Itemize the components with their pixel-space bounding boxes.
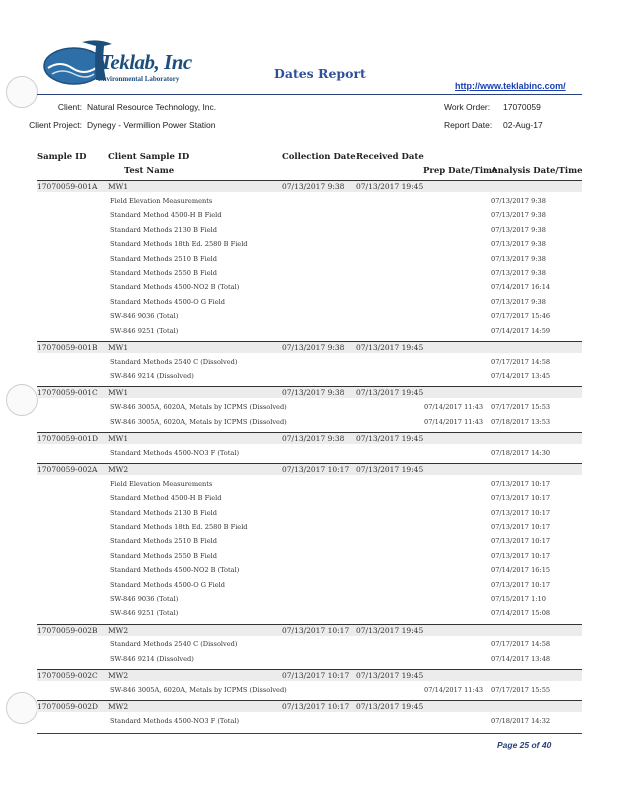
test-name: Field Elevation Measurements <box>110 479 213 488</box>
website-link[interactable]: http://www.teklabinc.com/ <box>455 81 566 91</box>
sample-row <box>37 386 582 398</box>
test-row <box>0 565 618 576</box>
analysis-datetime: 07/13/2017 10:17 <box>491 479 551 488</box>
analysis-datetime: 07/18/2017 13:53 <box>491 417 551 426</box>
test-row <box>0 594 618 605</box>
work-order-value: 17070059 <box>503 102 541 112</box>
test-row <box>0 239 618 250</box>
test-name: SW-846 9251 (Total) <box>110 326 179 335</box>
analysis-datetime: 07/14/2017 13:45 <box>491 372 551 380</box>
test-row <box>0 716 618 727</box>
analysis-datetime: 07/13/2017 9:38 <box>491 268 546 277</box>
test-row <box>0 448 618 459</box>
test-name: Standard Methods 2540 C (Dissolved) <box>110 357 238 366</box>
test-row <box>0 210 618 221</box>
client-info <box>0 100 618 130</box>
test-name: Standard Methods 2510 B Field <box>110 254 217 263</box>
test-row <box>0 685 618 696</box>
analysis-datetime: 07/13/2017 10:17 <box>491 522 551 531</box>
analysis-datetime: 07/17/2017 15:55 <box>491 685 551 694</box>
received-date: 07/13/2017 19:45 <box>356 342 424 352</box>
logo-subtitle: Environmental Laboratory <box>98 75 180 83</box>
page-number: Page 25 of 40 <box>497 740 552 750</box>
analysis-datetime: 07/17/2017 14:58 <box>491 357 551 366</box>
analysis-datetime: 07/13/2017 10:17 <box>491 551 551 560</box>
collection-date: 07/13/2017 9:38 <box>282 433 345 443</box>
test-name: Standard Methods 4500-NO2 B (Total) <box>110 566 240 575</box>
test-row <box>0 654 618 665</box>
analysis-datetime: 07/13/2017 10:17 <box>491 508 551 517</box>
collection-date: 07/13/2017 10:17 <box>282 671 350 680</box>
test-row <box>0 311 618 322</box>
test-name: SW-846 3005A, 6020A, Metals by ICPMS (Dissolved) <box>110 685 287 694</box>
test-row <box>0 508 618 519</box>
sample-id: 17070059-002A <box>37 464 98 474</box>
collection-date: 07/13/2017 10:17 <box>282 464 350 474</box>
analysis-datetime: 07/14/2017 15:08 <box>491 609 551 618</box>
test-name: Standard Methods 4500-NO3 F (Total) <box>110 717 240 725</box>
received-date: 07/13/2017 19:45 <box>356 182 424 191</box>
client-sample-id: MW1 <box>108 433 129 443</box>
test-name: SW-846 9251 (Total) <box>110 609 179 618</box>
client-sample-id: MW1 <box>108 182 129 191</box>
test-row <box>0 551 618 562</box>
analysis-datetime: 07/13/2017 9:38 <box>491 211 546 220</box>
sample-row <box>37 669 582 681</box>
test-name: Standard Methods 4500-NO2 B (Total) <box>110 283 240 292</box>
test-name: Field Elevation Measurements <box>110 196 213 205</box>
prep-datetime: 07/14/2017 11:43 <box>424 417 484 426</box>
test-row <box>0 479 618 490</box>
sample-row <box>37 624 582 636</box>
prep-datetime: 07/14/2017 11:43 <box>424 403 484 412</box>
client-label: Client: <box>57 102 82 112</box>
test-row <box>0 402 618 413</box>
test-name: SW-846 9036 (Total) <box>110 594 179 603</box>
test-name: Standard Methods 2550 B Field <box>110 268 217 277</box>
analysis-datetime: 07/14/2017 13:48 <box>491 654 551 663</box>
sample-id: 17070059-002B <box>37 625 98 635</box>
test-name: Standard Method 4500-H B Field <box>110 211 222 220</box>
collection-date: 07/13/2017 10:17 <box>282 625 350 635</box>
sample-id: 17070059-001A <box>37 182 98 191</box>
received-date: 07/13/2017 19:45 <box>356 464 424 474</box>
analysis-datetime: 07/17/2017 15:46 <box>491 312 551 321</box>
sample-id: 17070059-002D <box>37 702 99 712</box>
received-date: 07/13/2017 19:45 <box>356 433 424 443</box>
test-name: Standard Methods 4500-O G Field <box>110 297 225 306</box>
test-row <box>0 639 618 650</box>
test-row <box>0 522 618 533</box>
test-name: Standard Methods 4500-O G Field <box>110 580 225 589</box>
report-title: Dates Report <box>274 66 366 81</box>
test-row <box>0 417 618 428</box>
test-name: Standard Methods 18th Ed. 2580 B Field <box>110 240 248 249</box>
col-prep-datetime: Prep Date/Time <box>423 166 498 176</box>
analysis-datetime: 07/13/2017 10:17 <box>491 494 551 503</box>
header-divider <box>37 94 582 95</box>
col-collection-date: Collection Date <box>282 152 356 162</box>
col-client-sample-id: Client Sample ID <box>108 152 190 162</box>
report-date-label: Report Date: <box>444 120 493 130</box>
sample-row <box>37 432 582 444</box>
client-project-value: Dynegy - Vermillion Power Station <box>87 120 216 130</box>
analysis-datetime: 07/17/2017 14:58 <box>491 640 551 649</box>
logo-name: Teklab, Inc <box>100 50 192 74</box>
collection-date: 07/13/2017 10:17 <box>282 702 350 712</box>
test-row <box>0 254 618 265</box>
test-row <box>0 225 618 236</box>
analysis-datetime: 07/18/2017 14:30 <box>491 448 551 457</box>
analysis-datetime: 07/14/2017 16:15 <box>491 566 551 575</box>
test-row <box>0 326 618 337</box>
test-name: SW-846 3005A, 6020A, Metals by ICPMS (Dissolved) <box>110 403 287 412</box>
sample-row <box>37 341 582 353</box>
test-row <box>0 357 618 368</box>
test-row <box>0 371 618 382</box>
client-value: Natural Resource Technology, Inc. <box>87 102 217 112</box>
analysis-datetime: 07/13/2017 9:38 <box>491 254 546 263</box>
test-name: SW-846 9214 (Dissolved) <box>110 654 194 663</box>
analysis-datetime: 07/13/2017 10:17 <box>491 580 551 589</box>
client-sample-id: MW2 <box>108 671 129 680</box>
analysis-datetime: 07/13/2017 9:38 <box>491 297 546 306</box>
prep-datetime: 07/14/2017 11:43 <box>424 685 484 694</box>
sample-id: 17070059-001D <box>37 433 99 443</box>
test-row <box>0 297 618 308</box>
test-name: SW-846 3005A, 6020A, Metals by ICPMS (Dissolved) <box>110 417 287 426</box>
client-sample-id: MW1 <box>108 342 129 352</box>
col-sample-id: Sample ID <box>37 152 87 162</box>
test-name: Standard Methods 2130 B Field <box>110 225 217 234</box>
test-row <box>0 493 618 504</box>
collection-date: 07/13/2017 9:38 <box>282 342 345 352</box>
teklab-logo <box>38 36 198 88</box>
received-date: 07/13/2017 19:45 <box>356 671 424 680</box>
report-date-value: 02-Aug-17 <box>503 120 543 130</box>
client-sample-id: MW2 <box>108 625 129 635</box>
analysis-datetime: 07/17/2017 15:53 <box>491 403 551 412</box>
test-row <box>0 580 618 591</box>
analysis-datetime: 07/13/2017 9:38 <box>491 240 546 249</box>
test-name: Standard Method 4500-H B Field <box>110 494 222 503</box>
analysis-datetime: 07/14/2017 14:59 <box>491 326 551 335</box>
collection-date: 07/13/2017 9:38 <box>282 182 345 191</box>
analysis-datetime: 07/14/2017 16:14 <box>491 283 551 292</box>
client-sample-id: MW1 <box>108 388 129 398</box>
sample-id: 17070059-001B <box>37 342 98 352</box>
col-received-date: Received Date <box>356 152 424 162</box>
test-name: SW-846 9036 (Total) <box>110 312 179 321</box>
col-analysis-datetime: Analysis Date/Time <box>491 166 583 176</box>
test-name: SW-846 9214 (Dissolved) <box>110 372 194 380</box>
analysis-datetime: 07/13/2017 9:38 <box>491 196 546 205</box>
test-row <box>0 282 618 293</box>
client-sample-id: MW2 <box>108 702 129 712</box>
test-name: Standard Methods 2550 B Field <box>110 551 217 560</box>
test-row <box>0 536 618 547</box>
received-date: 07/13/2017 19:45 <box>356 625 424 635</box>
sample-row <box>37 700 582 712</box>
sample-row <box>37 180 582 192</box>
received-date: 07/13/2017 19:45 <box>356 388 424 398</box>
analysis-datetime: 07/13/2017 9:38 <box>491 225 546 234</box>
test-row <box>0 268 618 279</box>
analysis-datetime: 07/13/2017 10:17 <box>491 537 551 546</box>
sample-id: 17070059-001C <box>37 388 98 398</box>
test-name: Standard Methods 18th Ed. 2580 B Field <box>110 522 248 531</box>
test-name: Standard Methods 2510 B Field <box>110 537 217 546</box>
test-row <box>0 196 618 207</box>
column-headers <box>0 150 618 176</box>
sample-row <box>37 463 582 475</box>
test-row <box>0 608 618 619</box>
test-name: Standard Methods 4500-NO3 F (Total) <box>110 448 240 457</box>
collection-date: 07/13/2017 9:38 <box>282 388 345 398</box>
received-date: 07/13/2017 19:45 <box>356 702 424 712</box>
test-name: Standard Methods 2130 B Field <box>110 508 217 517</box>
analysis-datetime: 07/15/2017 1:10 <box>491 594 546 603</box>
col-test-name: Test Name <box>124 166 175 176</box>
footer-divider <box>37 733 582 734</box>
client-project-label: Client Project: <box>29 120 82 130</box>
test-name: Standard Methods 2540 C (Dissolved) <box>110 640 238 649</box>
client-sample-id: MW2 <box>108 464 129 474</box>
work-order-label: Work Order: <box>444 102 491 112</box>
analysis-datetime: 07/18/2017 14:32 <box>491 717 551 725</box>
sample-id: 17070059-002C <box>37 671 98 680</box>
